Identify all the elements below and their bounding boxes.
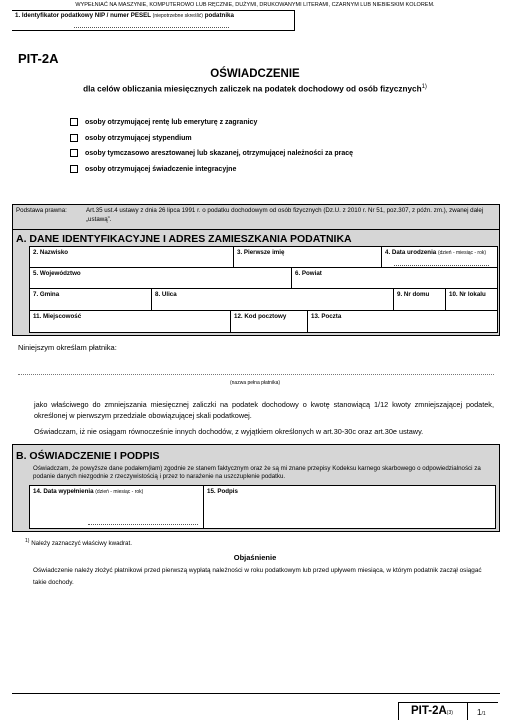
other-income-statement: Oświadczam, iż nie osiągam równocześnie innych dochodów, z wyjątkiem określonych w art.30-30c oraz art.30e ustawy. — [34, 427, 424, 436]
checkbox-option[interactable]: osoby otrzymującej rentę lub emeryturę z zagranicy — [70, 118, 470, 134]
section-b-row — [29, 485, 496, 529]
county-field[interactable]: 6. Powiat — [295, 270, 322, 277]
page-title: OŚWIADCZENIE — [210, 68, 300, 80]
checkbox-option[interactable]: osoby otrzymującej stypendium — [70, 134, 470, 150]
checkbox-icon[interactable] — [70, 165, 78, 173]
street-field[interactable]: 8. Ulica — [152, 289, 394, 310]
footnote-mark: 1) — [25, 538, 30, 544]
footer-page: 1 — [477, 708, 482, 717]
flat-number-field[interactable]: 10. Nr lokalu — [449, 291, 486, 298]
checkbox-icon[interactable] — [70, 134, 78, 142]
surname-field[interactable]: 2. Nazwisko — [30, 247, 234, 267]
footer-divider — [12, 693, 500, 694]
footer-form-code: PIT-2A — [411, 705, 447, 717]
header-note: WYPEŁNIAĆ NA MASZYNIE, KOMPUTEROWO LUB RĘCZNIE, DUŻYMI, DRUKOWANYMI LITERAMI, CZARNYM LUB NIEBIESKIM KOLOREM. — [75, 2, 435, 8]
first-name-field[interactable]: 3. Pierwsze imię — [234, 247, 382, 267]
checkbox-list — [70, 118, 470, 180]
legal-basis — [16, 207, 496, 229]
subtitle-footnote: 1) — [421, 84, 427, 90]
voivodeship-field[interactable]: 5. Województwo — [30, 268, 292, 288]
section-b-statement: Oświadczam, że powyższe dane podałem(łam) zgodnie ze stanem faktycznym oraz że są mi znane przepisy Kodeksu karnego skarbowego o odpowiedzialności za podanie danych niezgodnie z rzeczywistością i przez to narażenie na uszczuplenie podatku. — [33, 465, 481, 481]
payer-caption: (nazwa pełna płatnika) — [229, 380, 281, 386]
locality-field[interactable]: 11. Miejscowość — [30, 311, 231, 332]
checkbox-icon[interactable] — [70, 149, 78, 157]
explanation-title: Objaśnienie — [233, 553, 277, 562]
explanation-text: Oświadczenie należy złożyć płatnikowi przed pierwszą wypłatą należności w roku podatkowym lub przed upływem miesiąca, w którym podatnik zaczął osiągać takie dochody. — [33, 567, 482, 586]
section-b-title: B. OŚWIADCZENIE I PODPIS — [16, 450, 160, 462]
taxpayer-id-label: 1. Identyfikator podatkowy NIP / numer PESEL — [15, 12, 151, 19]
section-a-row-2 — [29, 268, 498, 289]
payer-name-field[interactable] — [18, 367, 494, 375]
taxpayer-id-field[interactable] — [12, 10, 295, 31]
legal-basis-text: Art.35 ust.4 ustawy z dnia 26 lipca 1991 r. o podatku dochodowym od osób fizycznych (Dz.U. z 2010 r. Nr 51, poz.307, z późn. zm.), zwanej dalej „ustawą”. — [86, 207, 484, 223]
section-a-row-1 — [29, 246, 498, 268]
signature-field[interactable]: 15. Podpis — [207, 488, 238, 495]
legal-basis-label: Podstawa prawna: — [16, 207, 67, 214]
checkbox-icon[interactable] — [70, 118, 78, 126]
postal-code-field[interactable]: 12. Kod pocztowy — [231, 311, 308, 332]
page-subtitle: dla celów obliczania miesięcznych zaliczek na podatek dochodowy od osób fizycznych$^{1)}$ — [83, 84, 427, 94]
checkbox-option[interactable]: osoby tymczasowo aresztowanej lub skazanej, otrzymującej należności za pracę — [70, 149, 470, 165]
fill-date-field[interactable]: 14. Data wypełnienia (dzień - miesiąc - rok) — [30, 486, 204, 528]
commune-field[interactable]: 7. Gmina — [30, 289, 152, 310]
birth-date-field[interactable]: 4. Data urodzenia (dzień - miesiąc - rok) — [382, 247, 497, 267]
footnote-text: Należy zaznaczyć właściwy kwadrat. — [31, 540, 132, 548]
footer-version: (3) — [446, 710, 453, 716]
footnote — [25, 538, 132, 547]
house-number-field[interactable]: 9. Nr domu — [394, 289, 446, 310]
section-a-title: A. DANE IDENTYFIKACYJNE I ADRES ZAMIESZKANIA PODATNIKA — [16, 233, 352, 245]
section-a-row-3 — [29, 289, 498, 311]
checkbox-option[interactable]: osoby otrzymującej świadczenie integracyjne — [70, 165, 470, 181]
post-office-field[interactable]: 13. Poczta — [311, 313, 342, 320]
footer-box — [398, 702, 498, 720]
reduction-paragraph: jako właściwego do zmniejszania miesięcznej zaliczki na podatek dochodowy o kwotę stanowiącą 1/12 kwoty zmniejszającej podatek, określonej w pierwszym przedziale obowiązującej skali podatkowej. — [34, 400, 494, 420]
form-code: PIT-2A — [18, 51, 59, 66]
footer-pages: /1 — [481, 711, 486, 717]
taxpayer-id-suffix: podatnika — [204, 12, 234, 19]
section-a-row-4 — [29, 311, 498, 333]
taxpayer-id-sub: (niepotrzebne skreślić) — [152, 13, 203, 19]
payer-intro: Niniejszym określam płatnika: — [18, 343, 117, 352]
